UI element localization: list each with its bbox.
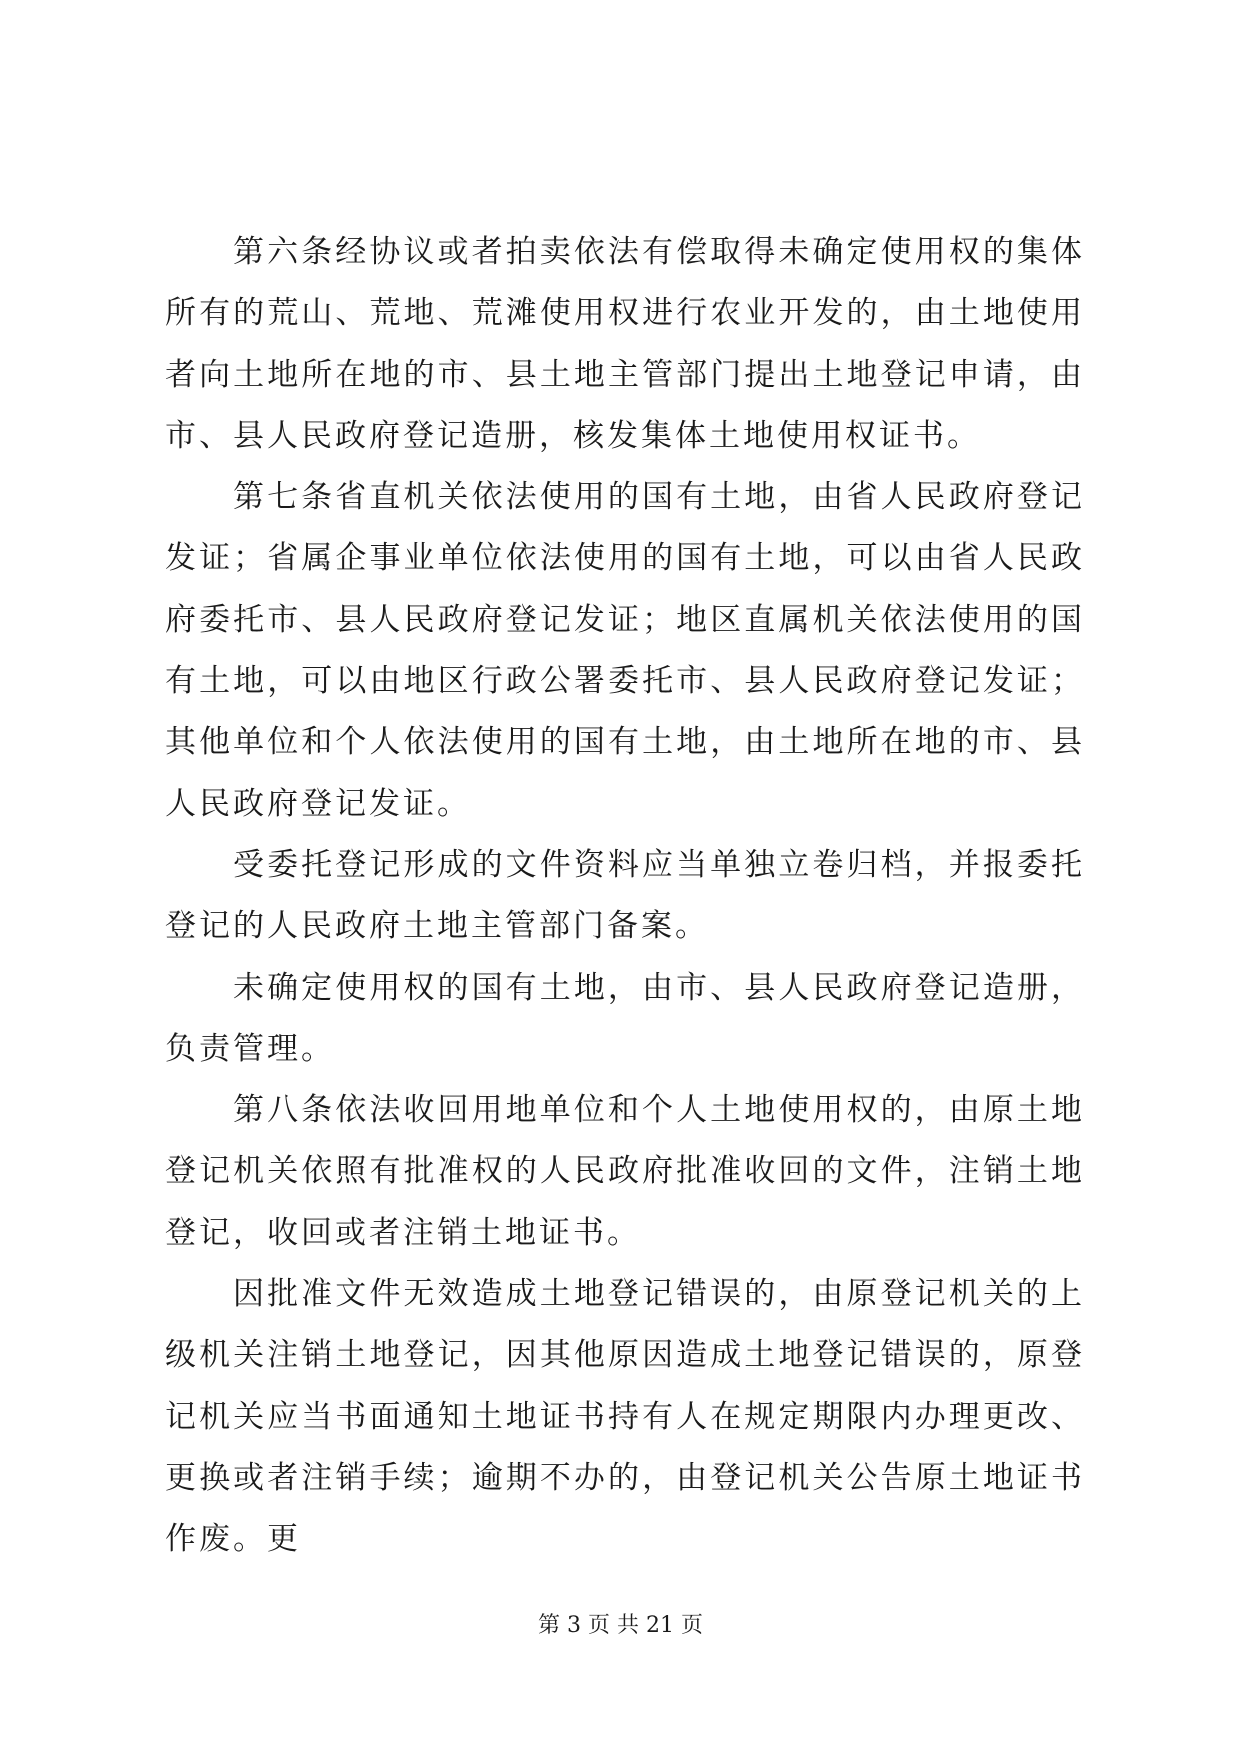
paragraph-undetermined-land: 未确定使用权的国有土地，由市、县人民政府登记造册，负责管理。: [165, 969, 1085, 1067]
paragraph-registration-error: 因批准文件无效造成土地登记错误的，由原登记机关的上级机关注销土地登记，因其他原因造成土地登记错误的，原登记机关应当书面通知土地证书持有人在规定期限内办理更改、更换或者注销手续；逾期不办的，由登记机关公告原土地证书作废。更: [165, 1276, 1085, 1558]
paragraph-article-7: 第七条省直机关依法使用的国有土地，由省人民政府登记发证；省属企事业单位依法使用的国有土地，可以由省人民政府委托市、县人民政府登记发证；地区直属机关依法使用的国有土地，可以由地区行政公署委托市、县人民政府登记发证；其他单位和个人依法使用的国有土地，由土地所在地的市、县人民政府登记发证。: [165, 479, 1085, 822]
paragraph-entrusted-registration: 受委托登记形成的文件资料应当单独立卷归档，并报委托登记的人民政府土地主管部门备案。: [165, 846, 1085, 945]
document-body: [165, 222, 1085, 1571]
page-number-footer: 第 3 页 共 21 页: [538, 1613, 703, 1638]
paragraph-article-8: 第八条依法收回用地单位和个人土地使用权的，由原土地登记机关依照有批准权的人民政府批准收回的文件，注销土地登记，收回或者注销土地证书。: [165, 1092, 1085, 1251]
paragraph-article-6: 第六条经协议或者拍卖依法有偿取得未确定使用权的集体所有的荒山、荒地、荒滩使用权进行农业开发的，由土地使用者向土地所在地的市、县土地主管部门提出土地登记申请，由市、县人民政府登记造册，核发集体土地使用权证书。: [165, 234, 1085, 454]
